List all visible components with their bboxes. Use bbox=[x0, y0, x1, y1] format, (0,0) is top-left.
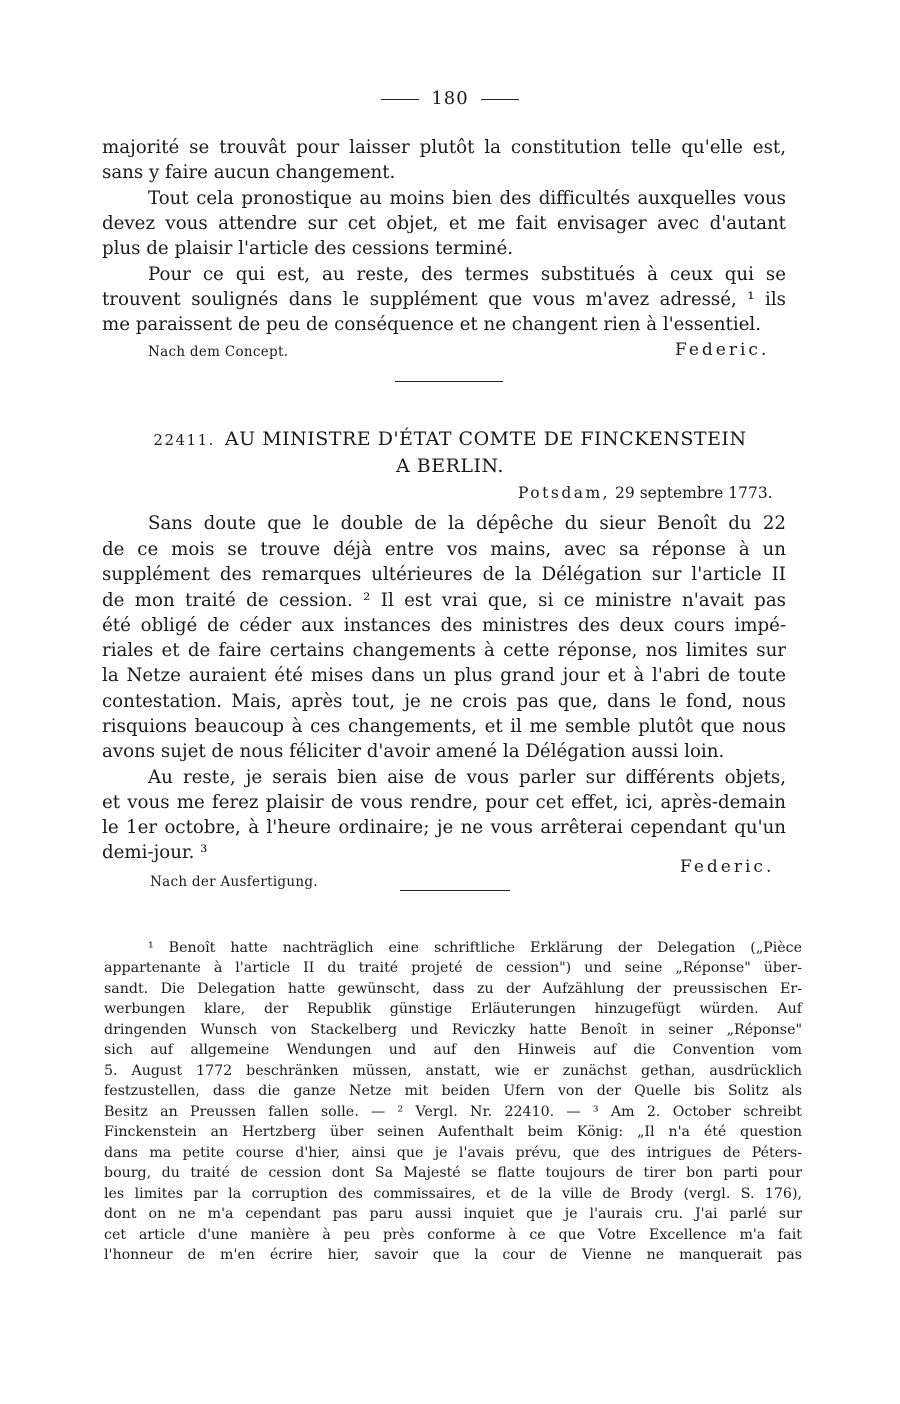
letter-number: 22411. bbox=[153, 431, 215, 449]
letter-line: Sans doute que le double de la dépêche du sieur Benoît du 22 bbox=[148, 513, 786, 534]
page-number-dash-right bbox=[481, 99, 519, 100]
footnote-line: festzustellen, dass die ganze Netze mit beiden Ufern von der Quelle bis Solitz als bbox=[104, 1083, 802, 1099]
footnote-line: bourg, du traité de cession dont Sa Majesté se flatte toujours de tirer bon parti pour bbox=[104, 1165, 802, 1181]
page-number-header bbox=[0, 88, 900, 109]
section-divider bbox=[395, 381, 503, 382]
section-divider bbox=[400, 890, 510, 891]
letter-title: AU MINISTRE D'ÉTAT COMTE DE FINCKENSTEIN bbox=[224, 428, 747, 450]
footnote-line: 5. August 1772 beschränken müssen, anstatt, wie er zunächst gethan, ausdrücklich bbox=[104, 1063, 802, 1079]
letter-heading bbox=[0, 428, 900, 450]
footnote-line: dont on ne m'a cependant pas paru aussi inquiet que je l'aurais cru. J'ai parlé sur bbox=[104, 1206, 802, 1222]
footnote-line: dringenden Wunsch von Stackelberg und Reviczky hatte Benoît in seiner „Réponse" bbox=[104, 1022, 802, 1038]
footnote-line: appartenante à l'article II du traité projeté de cession") und seine „Réponse" über- bbox=[104, 960, 802, 976]
footnote-line: Finckenstein an Hertzberg über seinen Aufenthalt beim König: „Il n'a été question bbox=[104, 1124, 802, 1140]
page-number-dash-left bbox=[381, 99, 419, 100]
place-date bbox=[518, 484, 773, 502]
source-note: Nach der Ausfertigung. bbox=[150, 874, 318, 890]
footnote-line: cet article d'une manière à peu près conforme à ce que Votre Excellence m'a fait bbox=[104, 1227, 802, 1243]
letter-date: 29 septembre 1773. bbox=[615, 484, 773, 502]
previous-letter-line: majorité se trouvât pour laisser plutôt la constitution telle qu'elle est, bbox=[102, 137, 786, 158]
footnote-line: sich auf allgemeine Wendungen und auf den Hinweis auf die Convention vom bbox=[104, 1042, 802, 1058]
previous-letter-line: devez vous attendre sur cet objet, et me fait envisager avec d'autant bbox=[102, 213, 786, 234]
letter-line: riales et de faire certains changements à cette réponse, nos limites sur bbox=[102, 640, 786, 661]
source-note: Nach dem Concept. bbox=[148, 344, 289, 360]
footnote-line: l'honneur de m'en écrire hier, savoir que la cour de Vienne ne manquerait pas bbox=[104, 1247, 802, 1263]
signature: Federic. bbox=[675, 340, 770, 360]
footnote-line: werbungen klare, der Republik günstige Erläuterungen hinzugefügt würden. Auf bbox=[104, 1001, 802, 1017]
letter-line: le 1er octobre, à l'heure ordinaire; je ne vous arrêterai cependant qu'un bbox=[102, 817, 786, 838]
letter-line: de ce mois se trouve déjà entre vos mains, avec sa réponse à un bbox=[102, 539, 786, 560]
letter-line: avons sujet de nous féliciter d'avoir amené la Délégation aussi loin. bbox=[102, 741, 725, 762]
footnote-line: ¹ Benoît hatte nachträglich eine schriftliche Erklärung der Delegation („Pièce bbox=[148, 940, 802, 956]
letter-line: supplément des remarques ultérieures de la Délégation sur l'article II bbox=[102, 564, 786, 585]
letter-place: Potsdam, bbox=[518, 484, 611, 502]
letter-line: risquions beaucoup à ces changements, et il me semble plutôt que nous bbox=[102, 716, 786, 737]
previous-letter-line: trouvent soulignés dans le supplément que vous m'avez adressé, ¹ ils bbox=[102, 289, 786, 310]
previous-letter-line: Tout cela pronostique au moins bien des difficultés auxquelles vous bbox=[148, 188, 786, 209]
letter-line: Au reste, je serais bien aise de vous parler sur différents objets, bbox=[148, 767, 786, 788]
letter-line: été obligé de céder aux instances des ministres des deux cours impé- bbox=[102, 615, 786, 636]
previous-letter-line: me paraissent de peu de conséquence et ne changent rien à l'essentiel. bbox=[102, 314, 762, 335]
previous-letter-line: plus de plaisir l'article des cessions terminé. bbox=[102, 238, 514, 259]
letter-line: et vous me ferez plaisir de vous rendre, pour cet effet, ici, après-demain bbox=[102, 792, 786, 813]
footnote-line: Besitz an Preussen fallen solle. — ² Vergl. Nr. 22410. — ³ Am 2. October schreibt bbox=[104, 1104, 802, 1120]
previous-letter-line: Pour ce qui est, au reste, des termes substitués à ceux qui se bbox=[148, 264, 786, 285]
letter-line: la Netze auraient été mises dans un plus grand jour et à l'abri de toute bbox=[102, 665, 786, 686]
letter-title-line2: A BERLIN. bbox=[396, 455, 504, 477]
footnote-line: les limites par la corruption des commissaires, et de la ville de Brody (vergl. S. 176), bbox=[104, 1186, 802, 1202]
letter-line: de mon traité de cession. ² Il est vrai que, si ce ministre n'avait pas bbox=[102, 590, 786, 611]
footnote-line: dans ma petite course d'hier, ainsi que je l'avais prévu, que des intrigues de Péters- bbox=[104, 1145, 802, 1161]
signature: Federic. bbox=[680, 857, 775, 877]
previous-letter-line: sans y faire aucun changement. bbox=[102, 162, 396, 183]
page-number: 180 bbox=[431, 88, 469, 109]
letter-line: contestation. Mais, après tout, je ne crois pas que, dans le fond, nous bbox=[102, 691, 786, 712]
letter-line: demi-jour. ³ bbox=[102, 842, 208, 863]
footnote-line: sandt. Die Delegation hatte gewünscht, dass zu der Aufzählung der preussischen Er- bbox=[104, 981, 802, 997]
